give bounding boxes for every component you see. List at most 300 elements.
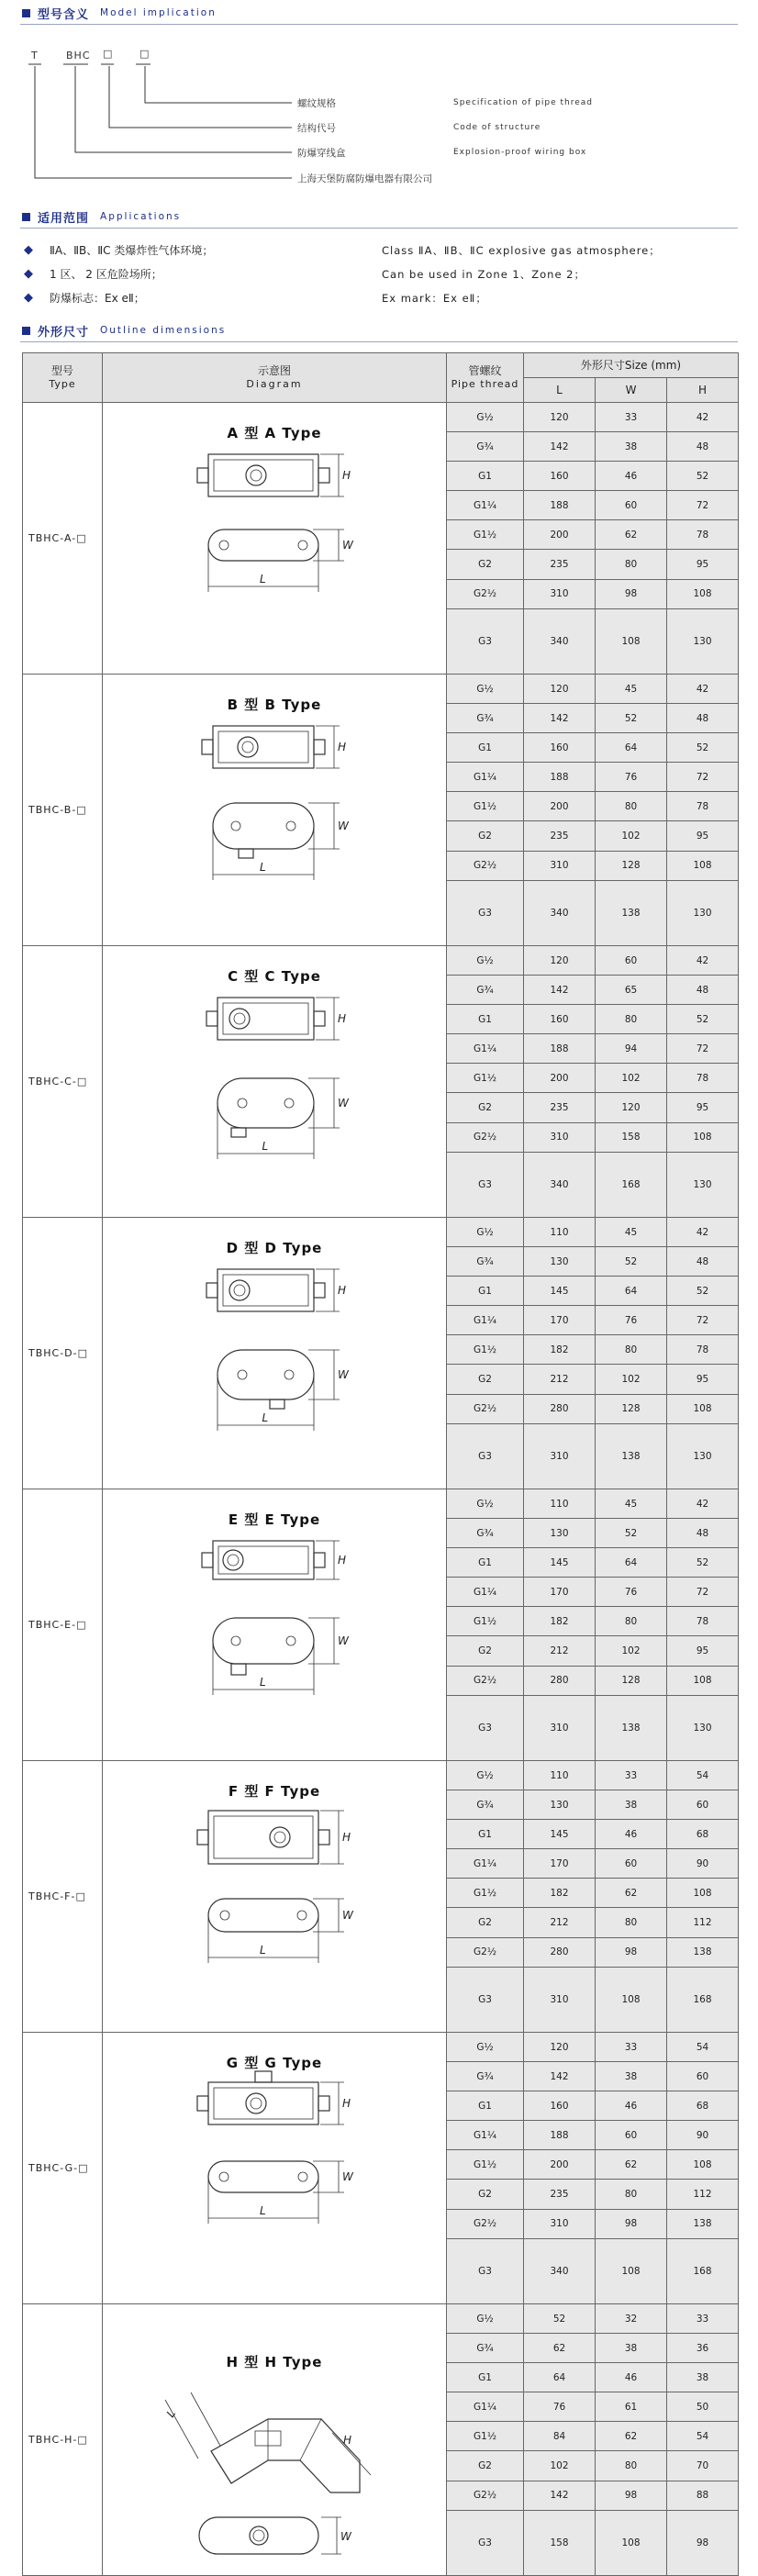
- height-cell: 33: [667, 2304, 739, 2334]
- height-cell: 108: [667, 2150, 739, 2180]
- application-en: Ex mark：Ex eⅡ；: [382, 291, 487, 305]
- header-w: W: [596, 378, 667, 403]
- height-cell: 108: [667, 1122, 739, 1152]
- width-cell: 76: [596, 763, 667, 792]
- svg-text:H: H: [338, 741, 347, 753]
- width-cell: 52: [596, 1519, 667, 1548]
- height-cell: 48: [667, 704, 739, 733]
- length-cell: 130: [524, 1247, 596, 1277]
- table-row: [23, 1761, 739, 1790]
- section-title-en: Applications: [100, 211, 182, 222]
- svg-text:L: L: [260, 1944, 266, 1957]
- model-type-cell: TBHC-A-□: [23, 403, 103, 675]
- application-item: [24, 266, 585, 282]
- section-divider: [20, 24, 738, 25]
- pipe-thread-cell: G¾: [447, 976, 524, 1005]
- pipe-thread-cell: G2½: [447, 1122, 524, 1152]
- width-cell: 45: [596, 1218, 667, 1247]
- pipe-thread-cell: G1: [447, 1005, 524, 1034]
- pipe-thread-cell: G3: [447, 880, 524, 945]
- height-cell: 98: [667, 2510, 739, 2575]
- width-cell: 98: [596, 1937, 667, 1967]
- height-cell: 48: [667, 1247, 739, 1277]
- box-diagram: [103, 1489, 446, 1760]
- length-cell: 235: [524, 821, 596, 851]
- svg-text:W: W: [340, 2530, 351, 2543]
- length-cell: 310: [524, 1967, 596, 2032]
- height-cell: 78: [667, 520, 739, 550]
- box-outline-drawing: [103, 2033, 445, 2303]
- width-cell: 80: [596, 1908, 667, 1937]
- width-cell: 38: [596, 1790, 667, 1820]
- svg-text:H: H: [343, 2434, 352, 2447]
- width-cell: 33: [596, 2033, 667, 2062]
- pipe-thread-cell: G3: [447, 1152, 524, 1217]
- section-title-cn: 外形尺寸: [38, 325, 90, 340]
- box-outline-drawing: [103, 1761, 445, 2032]
- model-code-t: T: [31, 50, 39, 61]
- height-cell: 54: [667, 1761, 739, 1790]
- height-cell: 42: [667, 1218, 739, 1247]
- diagram-type-title: G 型 G Type: [226, 2055, 323, 2071]
- header-size: 外形尺寸Size (mm): [524, 353, 739, 378]
- model-label-structure-cn: 结构代号: [297, 123, 336, 134]
- pipe-thread-cell: G2: [447, 1365, 524, 1394]
- height-cell: 68: [667, 1820, 739, 1849]
- pipe-thread-cell: G½: [447, 1218, 524, 1247]
- pipe-thread-cell: G1: [447, 462, 524, 491]
- length-cell: 84: [524, 2422, 596, 2451]
- length-cell: 142: [524, 2062, 596, 2091]
- height-cell: 95: [667, 550, 739, 579]
- section-bullet-icon: [22, 327, 30, 335]
- pipe-thread-cell: G3: [447, 1423, 524, 1489]
- width-cell: 64: [596, 1548, 667, 1578]
- width-cell: 98: [596, 2209, 667, 2238]
- width-cell: 80: [596, 550, 667, 579]
- length-cell: 310: [524, 1423, 596, 1489]
- pipe-thread-cell: G1¼: [447, 491, 524, 520]
- height-cell: 168: [667, 1967, 739, 2032]
- height-cell: 60: [667, 1790, 739, 1820]
- height-cell: 36: [667, 2334, 739, 2363]
- width-cell: 52: [596, 1247, 667, 1277]
- pipe-thread-cell: G¾: [447, 432, 524, 462]
- table-row: [23, 1489, 739, 1519]
- height-cell: 95: [667, 1093, 739, 1122]
- width-cell: 80: [596, 2451, 667, 2481]
- pipe-thread-cell: G3: [447, 1967, 524, 2032]
- svg-text:W: W: [338, 1634, 349, 1647]
- length-cell: 160: [524, 2091, 596, 2121]
- height-cell: 130: [667, 608, 739, 674]
- height-cell: 42: [667, 946, 739, 976]
- svg-text:H: H: [342, 2097, 351, 2110]
- height-cell: 78: [667, 792, 739, 821]
- width-cell: 108: [596, 1967, 667, 2032]
- length-cell: 200: [524, 792, 596, 821]
- box-diagram: [103, 2304, 446, 2575]
- pipe-thread-cell: G¾: [447, 1247, 524, 1277]
- application-item: [24, 290, 487, 306]
- pipe-thread-cell: G2: [447, 550, 524, 579]
- width-cell: 98: [596, 579, 667, 608]
- diagram-cell: [103, 1489, 447, 1761]
- length-cell: 130: [524, 1519, 596, 1548]
- width-cell: 46: [596, 1820, 667, 1849]
- box-diagram: [103, 1761, 446, 2032]
- svg-text:L: L: [260, 573, 266, 585]
- section-header-dimensions: [22, 321, 226, 340]
- height-cell: 72: [667, 763, 739, 792]
- svg-text:H: H: [338, 1284, 347, 1297]
- pipe-thread-cell: G1½: [447, 792, 524, 821]
- width-cell: 62: [596, 2422, 667, 2451]
- pipe-thread-cell: G2½: [447, 851, 524, 880]
- width-cell: 168: [596, 1152, 667, 1217]
- height-cell: 72: [667, 1578, 739, 1607]
- length-cell: 340: [524, 2238, 596, 2303]
- height-cell: 52: [667, 462, 739, 491]
- height-cell: 138: [667, 2209, 739, 2238]
- height-cell: 112: [667, 2180, 739, 2209]
- width-cell: 62: [596, 2150, 667, 2180]
- diagram-cell: [103, 1218, 447, 1489]
- diagram-cell: [103, 675, 447, 946]
- length-cell: 142: [524, 976, 596, 1005]
- length-cell: 235: [524, 550, 596, 579]
- section-title-en: Model implication: [100, 7, 217, 18]
- height-cell: 95: [667, 1636, 739, 1666]
- model-label-company: 上海天堡防腐防爆电器有限公司: [297, 173, 432, 184]
- header-pipe-thread: 管螺纹 Pipe thread: [447, 353, 524, 403]
- model-type-cell: TBHC-H-□: [23, 2304, 103, 2576]
- width-cell: 62: [596, 520, 667, 550]
- header-diagram: 示意图 Diagram: [103, 353, 447, 403]
- length-cell: 52: [524, 2304, 596, 2334]
- width-cell: 64: [596, 1277, 667, 1306]
- length-cell: 170: [524, 1578, 596, 1607]
- length-cell: 188: [524, 763, 596, 792]
- model-label-thread-en: Specification of pipe thread: [453, 98, 594, 107]
- length-cell: 310: [524, 1122, 596, 1152]
- svg-text:L: L: [262, 1411, 269, 1424]
- length-cell: 110: [524, 1218, 596, 1247]
- height-cell: 38: [667, 2363, 739, 2392]
- height-cell: 108: [667, 1879, 739, 1908]
- height-cell: 48: [667, 1519, 739, 1548]
- diamond-bullet-icon: ◆: [24, 267, 33, 281]
- height-cell: 50: [667, 2392, 739, 2422]
- height-cell: 42: [667, 675, 739, 704]
- width-cell: 60: [596, 1849, 667, 1879]
- model-code-structure: □: [103, 48, 114, 60]
- length-cell: 182: [524, 1879, 596, 1908]
- box-diagram: [103, 946, 446, 1217]
- model-code-thread: □: [139, 48, 150, 60]
- width-cell: 102: [596, 821, 667, 851]
- application-en: Class ⅡA、ⅡB、ⅡC explosive gas atmosphere；: [382, 243, 661, 257]
- width-cell: 80: [596, 1005, 667, 1034]
- width-cell: 38: [596, 432, 667, 462]
- width-cell: 76: [596, 1306, 667, 1335]
- length-cell: 158: [524, 2510, 596, 2575]
- model-type-cell: TBHC-F-□: [23, 1761, 103, 2033]
- length-cell: 120: [524, 675, 596, 704]
- width-cell: 128: [596, 1394, 667, 1423]
- height-cell: 130: [667, 1423, 739, 1489]
- width-cell: 76: [596, 1578, 667, 1607]
- section-header-applications: [22, 207, 181, 226]
- pipe-thread-cell: G1½: [447, 1335, 524, 1365]
- length-cell: 200: [524, 2150, 596, 2180]
- height-cell: 72: [667, 1034, 739, 1064]
- diagram-cell: [103, 1761, 447, 2033]
- width-cell: 108: [596, 608, 667, 674]
- width-cell: 80: [596, 1607, 667, 1636]
- height-cell: 130: [667, 1695, 739, 1760]
- height-cell: 108: [667, 1394, 739, 1423]
- model-code-bhc: BHC: [66, 50, 91, 61]
- width-cell: 98: [596, 2481, 667, 2510]
- width-cell: 60: [596, 2121, 667, 2150]
- width-cell: 94: [596, 1034, 667, 1064]
- width-cell: 108: [596, 2238, 667, 2303]
- pipe-thread-cell: G1½: [447, 2422, 524, 2451]
- pipe-thread-cell: G2: [447, 1908, 524, 1937]
- width-cell: 46: [596, 2363, 667, 2392]
- length-cell: 170: [524, 1306, 596, 1335]
- svg-text:W: W: [342, 1909, 353, 1922]
- length-cell: 310: [524, 1695, 596, 1760]
- box-outline-drawing: [103, 403, 445, 674]
- length-cell: 340: [524, 880, 596, 945]
- height-cell: 108: [667, 851, 739, 880]
- pipe-thread-cell: G1¼: [447, 1034, 524, 1064]
- height-cell: 90: [667, 1849, 739, 1879]
- length-cell: 142: [524, 704, 596, 733]
- length-cell: 310: [524, 851, 596, 880]
- width-cell: 38: [596, 2062, 667, 2091]
- pipe-thread-cell: G½: [447, 946, 524, 976]
- pipe-thread-cell: G3: [447, 1695, 524, 1760]
- diagram-cell: [103, 403, 447, 675]
- box-outline-drawing: [103, 675, 445, 945]
- height-cell: 112: [667, 1908, 739, 1937]
- pipe-thread-cell: G½: [447, 1489, 524, 1519]
- height-cell: 108: [667, 579, 739, 608]
- length-cell: 120: [524, 946, 596, 976]
- svg-text:W: W: [342, 2170, 353, 2183]
- diagram-type-title: D 型 D Type: [226, 1240, 323, 1256]
- height-cell: 52: [667, 1005, 739, 1034]
- height-cell: 95: [667, 821, 739, 851]
- table-row: [23, 946, 739, 976]
- pipe-thread-cell: G2½: [447, 1937, 524, 1967]
- length-cell: 64: [524, 2363, 596, 2392]
- pipe-thread-cell: G2: [447, 1093, 524, 1122]
- pipe-thread-cell: G2: [447, 2180, 524, 2209]
- pipe-thread-cell: G3: [447, 2510, 524, 2575]
- height-cell: 60: [667, 2062, 739, 2091]
- width-cell: 45: [596, 1489, 667, 1519]
- pipe-thread-cell: G½: [447, 2033, 524, 2062]
- height-cell: 48: [667, 432, 739, 462]
- length-cell: 62: [524, 2334, 596, 2363]
- section-header-model: [22, 4, 217, 22]
- height-cell: 68: [667, 2091, 739, 2121]
- diagram-type-title: F 型 F Type: [228, 1783, 321, 1800]
- svg-text:H: H: [342, 1831, 351, 1844]
- length-cell: 120: [524, 2033, 596, 2062]
- svg-text:W: W: [338, 1097, 349, 1110]
- pipe-thread-cell: G2½: [447, 579, 524, 608]
- width-cell: 38: [596, 2334, 667, 2363]
- length-cell: 188: [524, 1034, 596, 1064]
- section-divider: [20, 228, 738, 229]
- pipe-thread-cell: G1¼: [447, 1578, 524, 1607]
- pipe-thread-cell: G1½: [447, 2150, 524, 2180]
- diagram-type-title: E 型 E Type: [228, 1511, 321, 1528]
- svg-text:L: L: [260, 1676, 266, 1689]
- width-cell: 46: [596, 462, 667, 491]
- width-cell: 108: [596, 2510, 667, 2575]
- pipe-thread-cell: G1¼: [447, 763, 524, 792]
- pipe-thread-cell: G1¼: [447, 1306, 524, 1335]
- diamond-bullet-icon: ◆: [24, 243, 33, 257]
- pipe-thread-cell: G¾: [447, 704, 524, 733]
- box-diagram: [103, 403, 446, 674]
- section-divider: [20, 341, 738, 342]
- pipe-thread-cell: G1: [447, 2091, 524, 2121]
- length-cell: 188: [524, 491, 596, 520]
- pipe-thread-cell: G1¼: [447, 2121, 524, 2150]
- height-cell: 52: [667, 1277, 739, 1306]
- width-cell: 120: [596, 1093, 667, 1122]
- model-type-cell: TBHC-E-□: [23, 1489, 103, 1761]
- length-cell: 235: [524, 1093, 596, 1122]
- height-cell: 72: [667, 491, 739, 520]
- height-cell: 88: [667, 2481, 739, 2510]
- diagram-type-title: A 型 A Type: [227, 425, 322, 441]
- height-cell: 95: [667, 1365, 739, 1394]
- length-cell: 76: [524, 2392, 596, 2422]
- height-cell: 42: [667, 403, 739, 432]
- height-cell: 130: [667, 1152, 739, 1217]
- length-cell: 280: [524, 1666, 596, 1695]
- pipe-thread-cell: G3: [447, 608, 524, 674]
- section-title-en: Outline dimensions: [100, 325, 227, 336]
- svg-text:W: W: [338, 820, 349, 832]
- model-type-cell: TBHC-D-□: [23, 1218, 103, 1489]
- width-cell: 33: [596, 1761, 667, 1790]
- box-diagram: [103, 2033, 446, 2303]
- box-outline-drawing: [103, 1489, 445, 1760]
- table-row: [23, 675, 739, 704]
- pipe-thread-cell: G1½: [447, 1879, 524, 1908]
- section-bullet-icon: [22, 213, 30, 221]
- header-l: L: [524, 378, 596, 403]
- application-cn: 防爆标志：Ex eⅡ；: [50, 292, 145, 305]
- diagram-cell: [103, 946, 447, 1218]
- width-cell: 102: [596, 1064, 667, 1093]
- pipe-thread-cell: G1: [447, 1277, 524, 1306]
- width-cell: 138: [596, 1423, 667, 1489]
- height-cell: 78: [667, 1335, 739, 1365]
- length-cell: 102: [524, 2451, 596, 2481]
- box-outline-drawing: [103, 1218, 445, 1489]
- pipe-thread-cell: G2: [447, 821, 524, 851]
- length-cell: 235: [524, 2180, 596, 2209]
- width-cell: 80: [596, 2180, 667, 2209]
- pipe-thread-cell: G½: [447, 675, 524, 704]
- pipe-thread-cell: G¾: [447, 1790, 524, 1820]
- height-cell: 78: [667, 1607, 739, 1636]
- pipe-thread-cell: G3: [447, 2238, 524, 2303]
- length-cell: 160: [524, 1005, 596, 1034]
- width-cell: 64: [596, 733, 667, 763]
- length-cell: 280: [524, 1937, 596, 1967]
- svg-text:H: H: [338, 1554, 347, 1567]
- height-cell: 70: [667, 2451, 739, 2481]
- width-cell: 32: [596, 2304, 667, 2334]
- length-cell: 200: [524, 520, 596, 550]
- width-cell: 102: [596, 1636, 667, 1666]
- svg-text:H: H: [338, 1012, 347, 1025]
- model-type-cell: TBHC-C-□: [23, 946, 103, 1218]
- width-cell: 128: [596, 851, 667, 880]
- section-title-cn: 型号含义: [38, 7, 90, 22]
- header-type: 型号 Type: [23, 353, 103, 403]
- pipe-thread-cell: G1¼: [447, 2392, 524, 2422]
- pipe-thread-cell: G2½: [447, 1666, 524, 1695]
- model-label-thread-cn: 螺纹规格: [297, 98, 336, 109]
- pipe-thread-cell: G2½: [447, 2209, 524, 2238]
- length-cell: 120: [524, 403, 596, 432]
- height-cell: 138: [667, 1937, 739, 1967]
- height-cell: 72: [667, 1306, 739, 1335]
- box-outline-drawing: [103, 2304, 445, 2575]
- pipe-thread-cell: G1½: [447, 520, 524, 550]
- width-cell: 46: [596, 2091, 667, 2121]
- pipe-thread-cell: G1½: [447, 1064, 524, 1093]
- width-cell: 52: [596, 704, 667, 733]
- table-row: [23, 2304, 739, 2334]
- height-cell: 52: [667, 1548, 739, 1578]
- height-cell: 168: [667, 2238, 739, 2303]
- diagram-cell: [103, 2033, 447, 2304]
- height-cell: 130: [667, 880, 739, 945]
- diagram-type-title: H 型 H Type: [226, 2354, 323, 2370]
- length-cell: 145: [524, 1277, 596, 1306]
- svg-text:L: L: [262, 1140, 269, 1153]
- pipe-thread-cell: G½: [447, 2304, 524, 2334]
- length-cell: 188: [524, 2121, 596, 2150]
- svg-text:L: L: [260, 2204, 266, 2217]
- application-cn: 1 区、 2 区危险场所；: [50, 268, 162, 281]
- length-cell: 182: [524, 1335, 596, 1365]
- height-cell: 90: [667, 2121, 739, 2150]
- length-cell: 310: [524, 2209, 596, 2238]
- svg-text:W: W: [338, 1368, 349, 1381]
- length-cell: 212: [524, 1636, 596, 1666]
- length-cell: 200: [524, 1064, 596, 1093]
- pipe-thread-cell: G1: [447, 2363, 524, 2392]
- length-cell: 340: [524, 1152, 596, 1217]
- width-cell: 65: [596, 976, 667, 1005]
- width-cell: 45: [596, 675, 667, 704]
- height-cell: 54: [667, 2422, 739, 2451]
